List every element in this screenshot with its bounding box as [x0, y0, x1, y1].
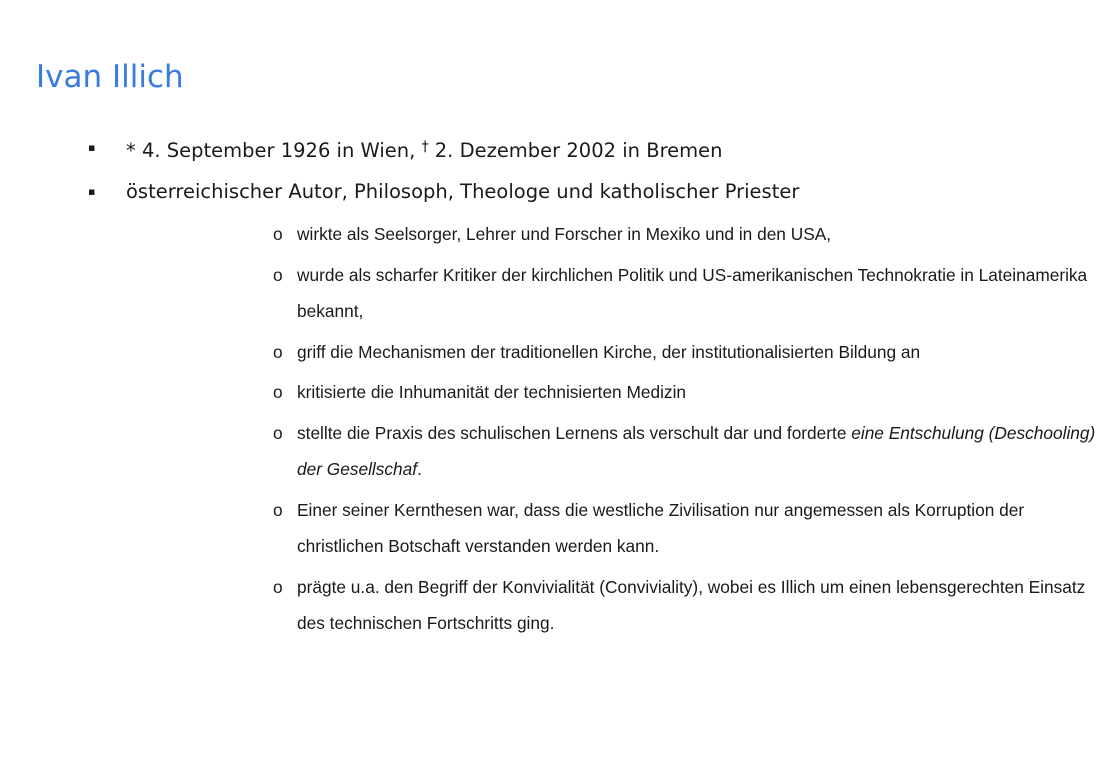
birth-text: * 4. September 1926 in Wien, [126, 139, 422, 162]
bullet-life-dates [0, 127, 1024, 171]
dagger-symbol: † [421, 139, 429, 155]
circle-bullet-icon: o [273, 576, 283, 597]
circle-bullet-icon: o [273, 224, 283, 244]
sub-bullet-item [126, 492, 1097, 565]
bullet-profession [0, 171, 1096, 642]
sub-bullet-item [126, 334, 1097, 371]
death-text: 2. Dezember 2002 in Bremen [428, 139, 723, 162]
sub-bullet-text: prägte u.a. den Begriff der Konvivialität (Conviviality), wobei es Illich um einen lebensgerechten Einsatz des technischen Fortschritts ging. [297, 576, 1086, 633]
circle-bullet-icon: o [273, 422, 283, 443]
sub-bullet-text: stellte die Praxis des schulischen Lernens als verschult dar und forderte [297, 422, 852, 443]
emphasized-text: eine Entschulung (Deschooling) der Gesellschaf [297, 422, 1096, 479]
profession-text: österreichischer Autor, Philosoph, Theologe und katholischer Priester [126, 180, 800, 203]
sub-bullet-item [126, 415, 1097, 488]
sub-bullet-list [126, 212, 1096, 642]
sub-bullet-item [126, 257, 1097, 330]
sub-bullet-item [126, 374, 1097, 411]
square-bullet-icon: ▪ [88, 141, 96, 154]
sub-bullet-text: Einer seiner Kernthesen war, dass die westliche Zivilisation nur angemessen als Korruption der christlichen Botschaft verstanden werden kann. [297, 499, 1025, 556]
circle-bullet-icon: o [273, 264, 283, 285]
sub-bullet-item [126, 569, 1097, 642]
sub-bullet-item [126, 216, 1097, 253]
sub-bullet-text: kritisierte die Inhumanität der technisierten Medizin [297, 382, 687, 402]
circle-bullet-icon: o [273, 341, 283, 362]
square-bullet-icon: ▪ [88, 185, 96, 198]
sub-bullet-text: griff die Mechanismen der traditionellen Kirche, der institutionalisierten Bildung an [297, 341, 921, 362]
sub-bullet-text-end: . [417, 459, 422, 479]
sub-bullet-text: wirkte als Seelsorger, Lehrer und Forscher in Mexiko und in den USA, [297, 224, 832, 244]
bullet-list [0, 127, 1096, 646]
slide-title: Ivan Illich [36, 59, 184, 95]
circle-bullet-icon: o [273, 499, 283, 520]
sub-bullet-text: wurde als scharfer Kritiker der kirchlichen Politik und US-amerikanischen Technokratie in Lateinamerika bekannt, [297, 264, 1088, 321]
circle-bullet-icon: o [273, 382, 283, 402]
